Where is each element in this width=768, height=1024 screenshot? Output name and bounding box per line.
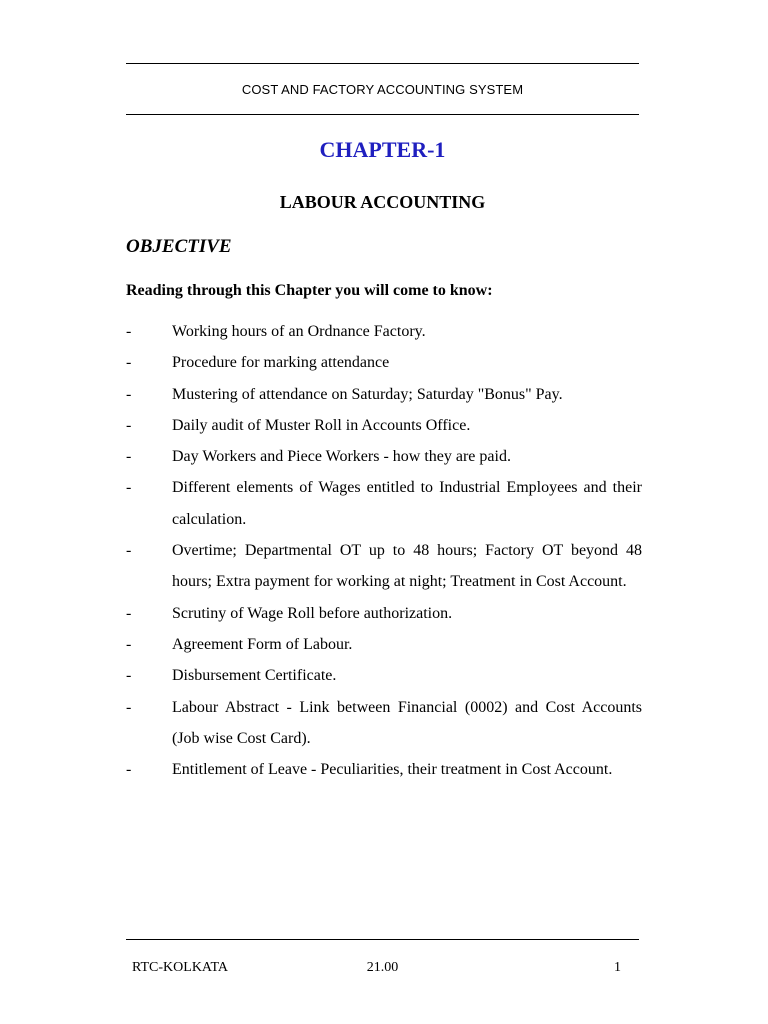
bullet-dash: - — [126, 323, 132, 340]
list-item-text: Mustering of attendance on Saturday; Saturday "Bonus" Pay. — [172, 385, 563, 403]
list-item — [126, 660, 642, 691]
list-item-text: Working hours of an Ordnance Factory. — [172, 323, 426, 340]
chapter-number: CHAPTER-1 — [319, 137, 446, 162]
list-item — [126, 347, 642, 378]
list-item — [126, 472, 642, 535]
running-header: COST AND FACTORY ACCOUNTING SYSTEM — [241, 82, 524, 97]
bullet-dash: - — [126, 354, 132, 372]
objective-heading: OBJECTIVE — [126, 236, 232, 257]
list-item-text: Different elements of Wages entitled to Industrial Employees and their calculation. — [172, 479, 642, 528]
list-item — [126, 754, 642, 785]
list-item — [126, 316, 642, 347]
bullet-dash: - — [126, 479, 132, 497]
list-item — [126, 692, 642, 755]
bullet-dash: - — [126, 667, 132, 685]
bullet-dash: - — [126, 448, 132, 466]
list-item — [126, 598, 642, 629]
list-item-text: Disbursement Certificate. — [172, 667, 337, 685]
list-item-text: Procedure for marking attendance — [172, 354, 390, 372]
header-bottom-rule — [126, 114, 639, 115]
list-item — [126, 379, 642, 410]
footer-section-code: 21.00 — [366, 960, 399, 975]
footer-rule — [126, 939, 639, 940]
bullet-dash: - — [126, 604, 132, 622]
bullet-dash: - — [126, 542, 132, 560]
list-item-text: Agreement Form of Labour. — [172, 635, 353, 653]
list-item — [126, 441, 642, 472]
objective-list — [126, 316, 642, 785]
bullet-dash: - — [126, 416, 132, 434]
header-top-rule — [126, 63, 639, 64]
page-footer — [126, 960, 639, 980]
list-item — [126, 410, 642, 441]
list-item — [126, 629, 642, 660]
page-number: 1 — [614, 960, 621, 975]
list-item-text: Day Workers and Piece Workers - how they are paid. — [172, 448, 511, 466]
bullet-dash: - — [126, 635, 132, 653]
objective-intro: Reading through this Chapter you will come to know: — [126, 282, 493, 299]
list-item-text: Daily audit of Muster Roll in Accounts Office. — [172, 416, 471, 434]
bullet-dash: - — [126, 698, 132, 716]
chapter-title: LABOUR ACCOUNTING — [279, 192, 486, 212]
footer-organization: RTC-KOLKATA — [132, 960, 229, 975]
list-item — [126, 535, 642, 598]
list-item-text: Scrutiny of Wage Roll before authorization. — [172, 604, 453, 622]
list-item-text: Labour Abstract - Link between Financial (0002) and Cost Accounts (Job wise Cost Card). — [172, 698, 642, 747]
list-item-text: Entitlement of Leave - Peculiarities, their treatment in Cost Account. — [172, 761, 613, 779]
bullet-dash: - — [126, 761, 132, 779]
bullet-dash: - — [126, 385, 132, 403]
list-item-text: Overtime; Departmental OT up to 48 hours; Factory OT beyond 48 hours; Extra payment for working at night; Treatment in Cost Account. — [172, 542, 642, 591]
